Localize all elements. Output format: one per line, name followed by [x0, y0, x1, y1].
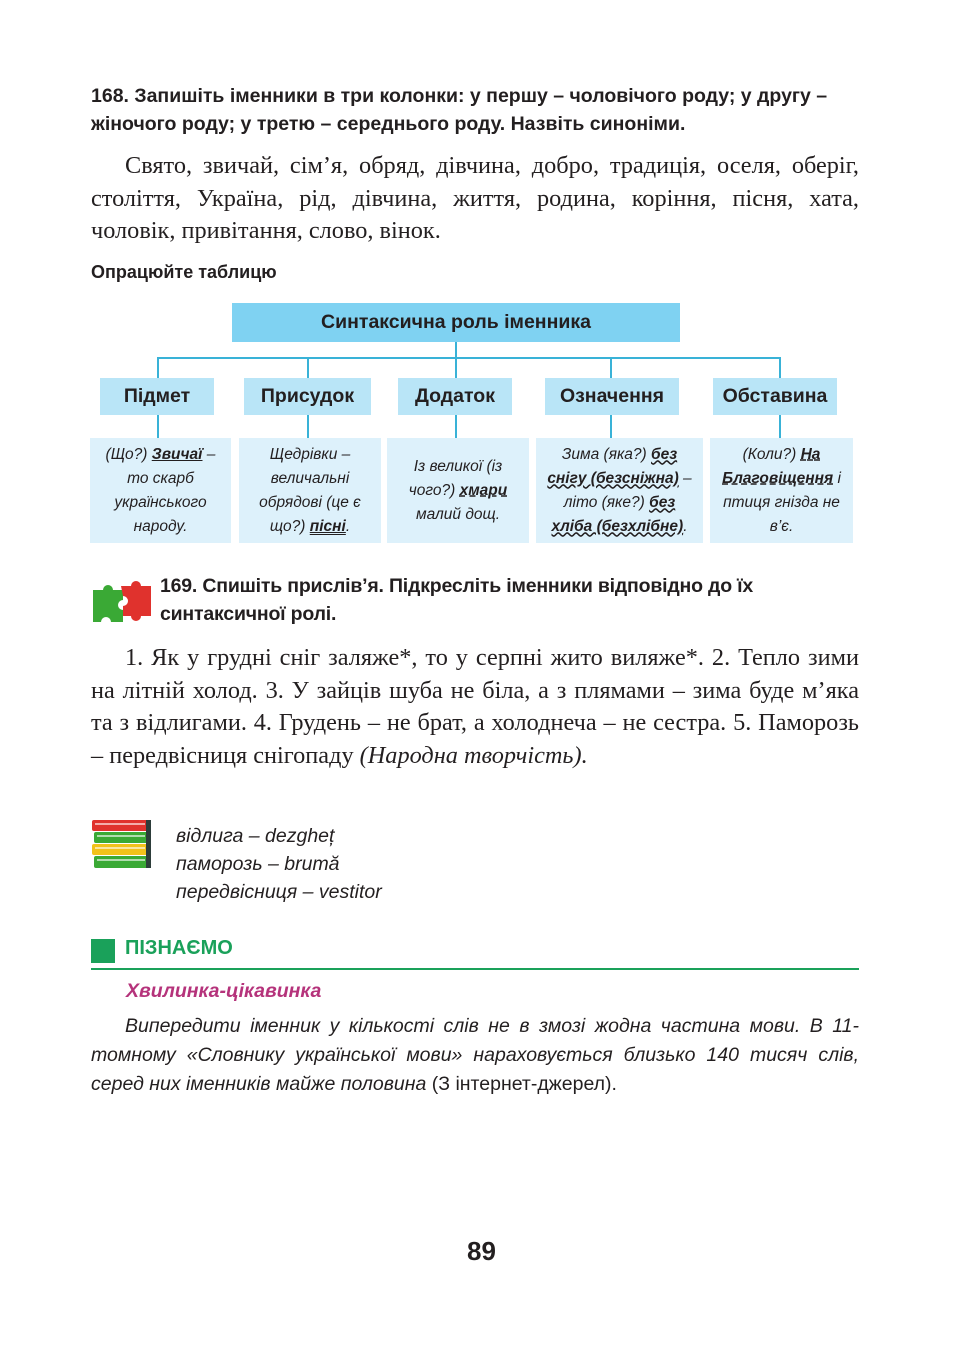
task-169-proverbs: 1. Як у грудні сніг заляже*, то у серпні жито виляже*. 2. Тепло зими на літній холод. 3. У зайців шуба не біла, а з плямами – зима буде м’яка та з відлигами. 4. Грудень – не брат, а холоднеча – не сестра. 5. Паморозь – передвісниця снігопаду (Народна творчість).	[91, 644, 859, 769]
example-object: Із великої (із чого?) хмари малий дощ.	[387, 438, 529, 543]
role-object: Додаток	[398, 378, 512, 415]
know-section-label: ПІЗНАЄМО	[125, 937, 233, 959]
example-attribute: Зима (яка?) без снігу (безсніжна) – літо (яке?) без хліба (безхлібне).	[536, 438, 703, 543]
role-subject: Підмет	[100, 378, 214, 415]
syntactic-role-diagram	[0, 0, 963, 560]
example-adverbial: (Коли?) На Благовіщення і птиця гнізда не в’є.	[710, 438, 853, 543]
role-predicate: Присудок	[244, 378, 371, 415]
vocab-item: відлига – dezgheț	[176, 825, 335, 847]
task-169-heading: 169. Спишіть прислів’я. Підкресліть іменники відповідно до їх синтаксичної ролі.	[160, 575, 754, 625]
page-number: 89	[467, 1236, 496, 1266]
proverbs-source: (Народна творчість).	[359, 741, 588, 769]
puzzle-icon	[91, 580, 153, 626]
books-icon	[91, 818, 153, 872]
task-168-heading: 168. Запишіть іменники в три колонки: у першу – чоловічого роду; у другу – жіночого роду; у третю – середнього роду. Назвіть синоніми.	[91, 85, 828, 135]
table-title: Опрацюйте таблицю	[91, 262, 277, 282]
example-predicate: Щедрівки – величальні обрядові (це є що?) пісні.	[239, 438, 381, 543]
fact-title: Хвилинка-цікавинка	[126, 980, 322, 1002]
diagram-root: Синтаксична роль іменника	[232, 303, 680, 342]
fact-source: (З інтернет-джерел).	[431, 1073, 617, 1095]
vocab-item: передвісниця – vestitor	[176, 881, 382, 903]
know-section-header	[91, 936, 859, 970]
vocab-item: паморозь – brumă	[176, 853, 340, 875]
vocabulary-list	[176, 822, 382, 906]
role-attribute: Означення	[545, 378, 679, 415]
fact-text: Випередити іменник у кількості слів не в змозі жодна частина мови. В 11-томному «Словнику української мови» нараховується близько 140 тисяч слів, серед них іменників майже половина (З інтернет-джерел).	[91, 1015, 859, 1095]
green-square-icon	[91, 939, 115, 963]
example-subject: (Що?) Звичаї – то скарб українського народу.	[90, 438, 231, 543]
task-168-words: Свято, звичай, сім’я, обряд, дівчина, добро, традиція, оселя, оберіг, століття, Україна, рід, дівчина, життя, родина, коріння, пісня, хата, чоловік, привітання, слово, вінок.	[91, 152, 859, 244]
role-adverbial: Обставина	[713, 378, 837, 415]
